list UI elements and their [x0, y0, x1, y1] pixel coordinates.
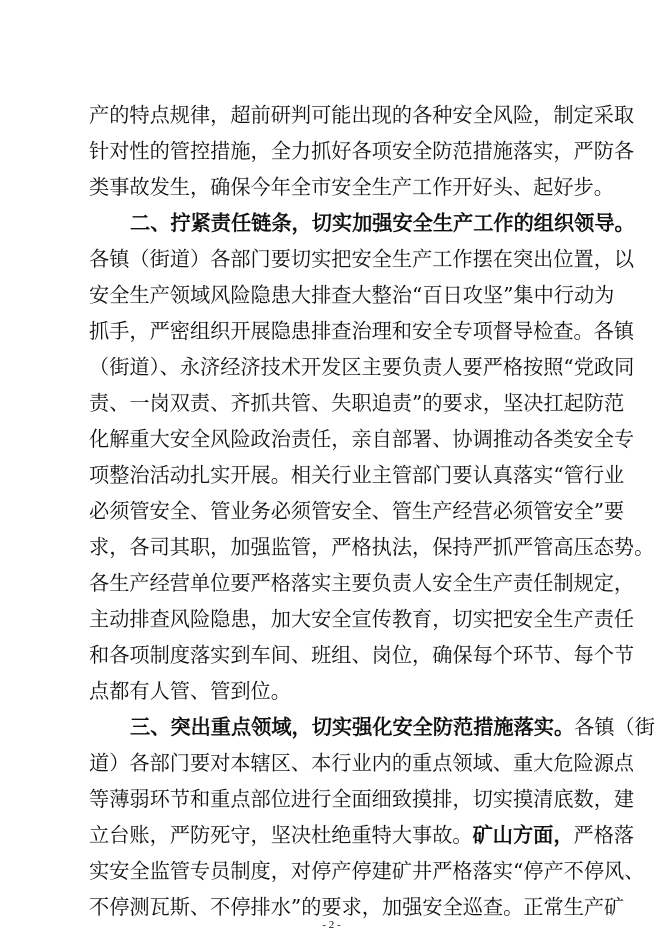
paragraph-line-2: 针对性的管控措施，全力抓好各项安全防范措施落实，严防各 — [89, 139, 635, 163]
paragraph-line-23: 不停测瓦斯、不停排水”的要求，加强安全巡查。正常生产矿 — [89, 895, 625, 919]
paragraph-line-21-tail: 严格落 — [573, 823, 635, 847]
paragraph-line-12: 必须管安全、管业务必须管安全、管生产经营必须管安全”要 — [89, 499, 625, 523]
paragraph-line-10: 化解重大安全风险政治责任，亲自部署、协调推动各类安全专 — [89, 427, 635, 451]
section-heading-3: 三、突出重点领域，切实强化安全防范措施落实。 — [130, 715, 575, 739]
paragraph-line-5: 各镇（街道）各部门要切实把安全生产工作摆在突出位置，以 — [89, 247, 635, 271]
paragraph-line-19: 道）各部门要对本辖区、本行业内的重点领域、重大危险源点 — [89, 751, 635, 775]
paragraph-line-22: 实安全监管专员制度，对停产停建矿井严格落实“停产不停风、 — [89, 859, 645, 883]
paragraph-line-3: 类事故发生，确保今年全市安全生产工作开好头、起好步。 — [89, 175, 614, 199]
section-heading-2: 二、拧紧责任链条，切实加强安全生产工作的组织领导。 — [130, 211, 635, 235]
paragraph-line-20: 等薄弱环节和重点部位进行全面细致摸排，切实摸清底数，建 — [89, 787, 635, 811]
page-number: - 2 - — [322, 919, 341, 931]
section-heading-3-line — [130, 712, 655, 742]
paragraph-line-11: 项整治活动扎实开展。相关行业主管部门要认真落实“管行业 — [89, 463, 625, 487]
paragraph-line-21-text: 立台账，严防死守，坚决杜绝重特大事故。 — [89, 823, 473, 847]
paragraph-line-15: 主动排查风险隐患，加大安全宣传教育，切实把安全生产责任 — [89, 607, 635, 631]
paragraph-line-1: 产的特点规律，超前研判可能出现的各种安全风险，制定采取 — [89, 103, 635, 127]
paragraph-line-16: 和各项制度落实到车间、班组、岗位，确保每个环节、每个节 — [89, 643, 635, 667]
paragraph-line-17: 点都有人管、管到位。 — [89, 679, 291, 703]
paragraph-line-13: 求，各司其职，加强监管，严格执法，保持严抓严管高压态势。 — [89, 535, 655, 559]
paragraph-line-6: 安全生产领域风险隐患大排查大整治“百日攻坚”集中行动为 — [89, 283, 615, 307]
paragraph-line-9: 责、一岗双责、齐抓共管、失职追责”的要求，坚决扛起防范 — [89, 391, 625, 415]
mining-section-label: 矿山方面， — [472, 823, 574, 847]
paragraph-line-14: 各生产经营单位要严格落实主要负责人安全生产责任制规定， — [89, 571, 635, 595]
paragraph-line-7: 抓手，严密组织开展隐患排查治理和安全专项督导检查。各镇 — [89, 319, 635, 343]
section-3-lead-text: 各镇（街 — [574, 715, 655, 739]
paragraph-line-21 — [89, 820, 635, 850]
paragraph-line-8: （街道）、永济经济技术开发区主要负责人要严格按照“党政同 — [89, 355, 635, 379]
